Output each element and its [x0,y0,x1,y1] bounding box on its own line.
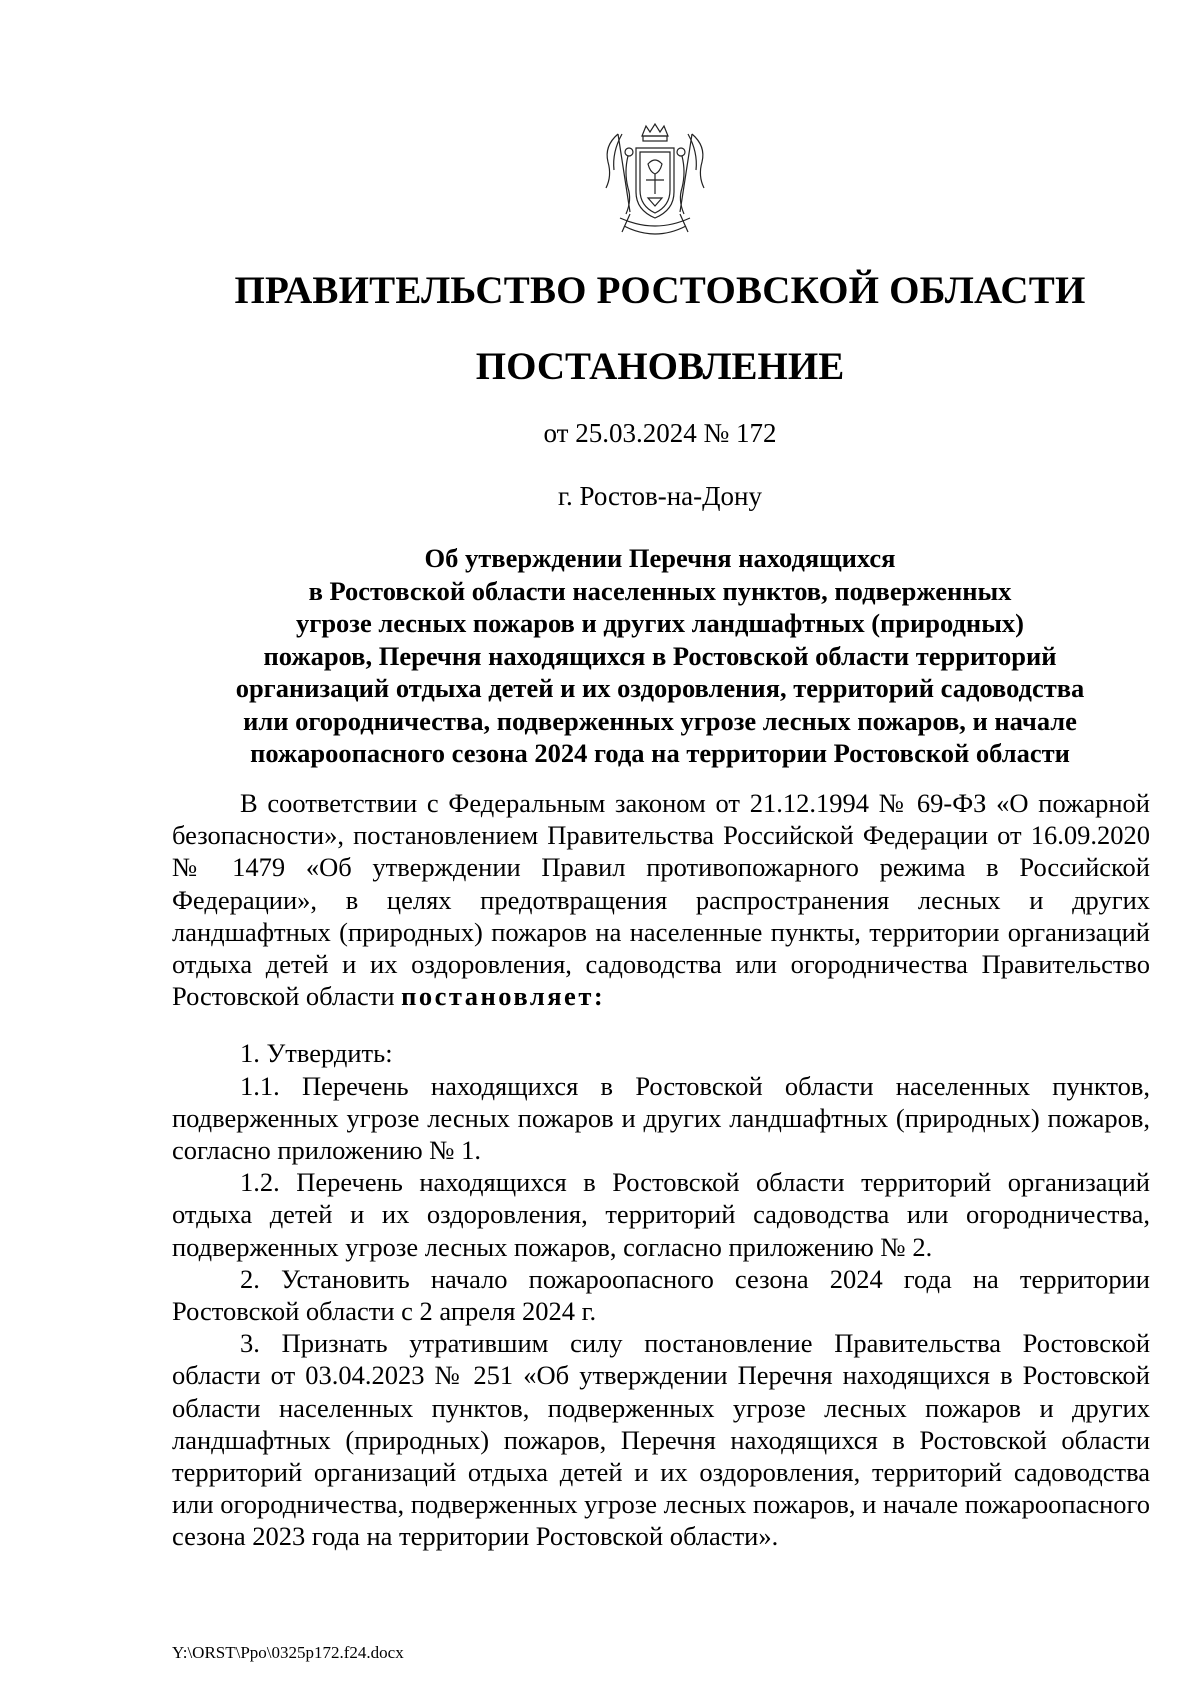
item-1-1: 1.1. Перечень находящихся в Ростовской области населенных пунктов, подверженных угрозе лесных пожаров и других ландшафтных (природных) пожаров, согласно приложению № 1. [172,1070,1150,1166]
organization-name: ПРАВИТЕЛЬСТВО РОСТОВСКОЙ ОБЛАСТИ [234,269,1086,312]
title-line: в Ростовской области населенных пунктов, подверженных [308,575,1012,606]
preamble-text: В соответствии с Федеральным законом от 21.12.1994 № 69-ФЗ «О пожарной безопасности», постановлением Правительства Российской Федерации от 16.09.2020 № 1479 «Об утверждении Правил противопожарного режима в Российской Федерации», в целях предотвращения распространения лесных и других ландшафтных (природных) пожаров на населенные пункты, территории организаций отдыха детей и их оздоровления, садоводства или огородничества Правительство Ростовской области [172,788,1150,1012]
decree-word: постановляет: [401,981,606,1012]
document-date-number: от 25.03.2024 № 172 [543,418,777,448]
file-path-footer: Y:\ORST\Ppo\0325p172.f24.docx [172,1643,404,1662]
document-title [170,542,1150,770]
item-3: 3. Признать утратившим силу постановление Правительства Ростовской области от 03.04.2023 № 251 «Об утверждении Перечня находящихся в Ростовской области населенных пунктов, подверженных угрозе лесных пожаров и других ландшафтных (природных) пожаров, Перечня находящихся в Ростовской области территорий организаций отдыха детей и их оздоровления, территорий садоводства или огородничества, подверженных угрозе лесных пожаров, и начале пожароопасного сезона 2023 года на территории Ростовской области». [172,1328,1150,1552]
item-1: 1. Утвердить: [240,1038,393,1069]
title-line: пожароопасного сезона 2024 года на территории Ростовской области [250,738,1070,768]
document-city: г. Ростов-на-Дону [557,481,762,511]
coat-of-arms-icon [600,122,710,244]
item-2: 2. Установить начало пожароопасного сезона 2024 года на территории Ростовской области с 2 апреля 2024 г. [172,1263,1150,1327]
document-body [172,787,1150,1553]
item-1-2: 1.2. Перечень находящихся в Ростовской области территорий организаций отдыха детей и их оздоровления, территорий садоводства или огородничества, подверженных угрозе лесных пожаров, согласно приложению № 2. [172,1167,1150,1262]
title-line: пожаров, Перечня находящихся в Ростовской области территорий [263,640,1057,671]
title-line: или огородничества, подверженных угрозе лесных пожаров, и начале [243,705,1077,736]
preamble-paragraph [172,787,1150,1012]
title-line: организаций отдыха детей и их оздоровления, территорий садоводства [235,673,1085,703]
document-type: ПОСТАНОВЛЕНИЕ [475,345,845,388]
title-line: угрозе лесных пожаров и других ландшафтных (природных) [296,608,1024,638]
title-line: Об утверждении Перечня находящихся [424,543,896,573]
